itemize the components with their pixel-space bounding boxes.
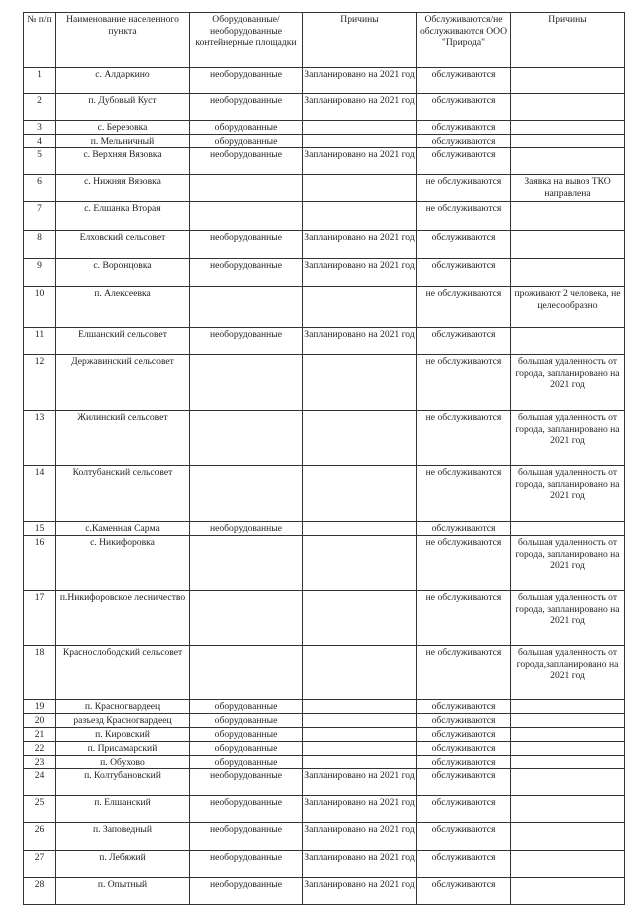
row-number: 2 [24, 94, 56, 121]
container-site-status: необорудованные [190, 878, 303, 905]
service-reason [511, 202, 625, 231]
reason [303, 202, 417, 231]
service-status: не обслуживаются [417, 202, 511, 231]
row-number: 25 [24, 796, 56, 823]
row-number: 18 [24, 646, 56, 700]
reason: Запланировано на 2021 год [303, 878, 417, 905]
container-site-status: оборудованные [190, 134, 303, 148]
reason: Запланировано на 2021 год [303, 68, 417, 94]
reason: Запланировано на 2021 год [303, 94, 417, 121]
service-reason: большая удаленность от города,запланировано на 2021 год [511, 646, 625, 700]
settlement-name: с. Верхняя Вязовка [56, 148, 190, 175]
table-row [24, 823, 625, 851]
reason: Запланировано на 2021 год [303, 796, 417, 823]
settlement-name: п. Мельничный [56, 134, 190, 148]
row-number: 26 [24, 823, 56, 851]
service-reason [511, 121, 625, 135]
settlement-name: с. Никифоровка [56, 536, 190, 591]
container-site-status: оборудованные [190, 714, 303, 728]
service-status: обслуживаются [417, 714, 511, 728]
container-site-status [190, 411, 303, 466]
service-reason [511, 769, 625, 796]
table-row [24, 769, 625, 796]
container-site-status: необорудованные [190, 231, 303, 259]
header-reasons-2: Причины [511, 13, 625, 68]
row-number: 28 [24, 878, 56, 905]
service-status: обслуживаются [417, 823, 511, 851]
settlement-name: п. Кировский [56, 728, 190, 742]
service-status: обслуживаются [417, 121, 511, 135]
table-row [24, 148, 625, 175]
container-site-status: необорудованные [190, 148, 303, 175]
row-number: 13 [24, 411, 56, 466]
table-row [24, 355, 625, 411]
container-site-status [190, 646, 303, 700]
service-reason: большая удаленность от города, запланировано на 2021 год [511, 536, 625, 591]
table-row [24, 121, 625, 135]
container-site-status [190, 175, 303, 202]
settlement-name: п.Никифоровское лесничество [56, 591, 190, 646]
table-row [24, 536, 625, 591]
reason [303, 175, 417, 202]
container-site-status: необорудованные [190, 328, 303, 355]
row-number: 3 [24, 121, 56, 135]
reason [303, 466, 417, 522]
service-status: не обслуживаются [417, 411, 511, 466]
row-number: 5 [24, 148, 56, 175]
table-row [24, 591, 625, 646]
reason: Запланировано на 2021 год [303, 328, 417, 355]
container-site-status [190, 202, 303, 231]
row-number: 9 [24, 259, 56, 287]
service-status: не обслуживаются [417, 175, 511, 202]
row-number: 20 [24, 714, 56, 728]
service-reason [511, 728, 625, 742]
reason: Запланировано на 2021 год [303, 231, 417, 259]
service-reason [511, 134, 625, 148]
settlement-name: с.Каменная Сарма [56, 522, 190, 536]
service-reason: проживают 2 человека, не целесообразно [511, 287, 625, 328]
container-site-status: оборудованные [190, 755, 303, 769]
service-status: не обслуживаются [417, 646, 511, 700]
settlement-name: п. Красногвардеец [56, 700, 190, 714]
settlement-name: п. Колтубановский [56, 769, 190, 796]
settlement-name: Державинский сельсовет [56, 355, 190, 411]
service-status: не обслуживаются [417, 466, 511, 522]
service-reason: Заявка на вывоз ТКО направлена [511, 175, 625, 202]
table-row [24, 700, 625, 714]
row-number: 27 [24, 851, 56, 878]
settlement-name: с. Елшанка Вторая [56, 202, 190, 231]
row-number: 12 [24, 355, 56, 411]
row-number: 14 [24, 466, 56, 522]
reason [303, 755, 417, 769]
container-site-status: необорудованные [190, 259, 303, 287]
reason [303, 591, 417, 646]
reason [303, 741, 417, 755]
service-status: обслуживаются [417, 741, 511, 755]
row-number: 11 [24, 328, 56, 355]
service-status: обслуживаются [417, 728, 511, 742]
settlement-name: Жилинский сельсовет [56, 411, 190, 466]
row-number: 1 [24, 68, 56, 94]
settlement-name: Краснослободский сельсовет [56, 646, 190, 700]
table-row [24, 94, 625, 121]
container-site-status: необорудованные [190, 796, 303, 823]
row-number: 10 [24, 287, 56, 328]
table-row [24, 646, 625, 700]
service-reason: большая удаленность от города, запланировано на 2021 год [511, 411, 625, 466]
table-body [24, 68, 625, 905]
settlement-name: с. Нижняя Вязовка [56, 175, 190, 202]
container-site-status: необорудованные [190, 851, 303, 878]
service-reason: большая удаленность от города, запланировано на 2021 год [511, 355, 625, 411]
settlement-name: п. Елшанский [56, 796, 190, 823]
header-service-status: Обслуживаются/не обслуживаются ООО "Природа" [417, 13, 511, 68]
service-status: обслуживаются [417, 878, 511, 905]
table-row [24, 796, 625, 823]
table-row [24, 202, 625, 231]
service-reason [511, 714, 625, 728]
reason [303, 714, 417, 728]
table-row [24, 328, 625, 355]
service-reason [511, 94, 625, 121]
service-status: обслуживаются [417, 134, 511, 148]
settlement-name: с. Воронцовка [56, 259, 190, 287]
container-site-status: необорудованные [190, 522, 303, 536]
service-reason [511, 878, 625, 905]
service-status: не обслуживаются [417, 355, 511, 411]
container-site-status: необорудованные [190, 823, 303, 851]
container-site-status: необорудованные [190, 94, 303, 121]
container-site-status [190, 466, 303, 522]
service-status: обслуживаются [417, 94, 511, 121]
settlement-name: п. Лебяжий [56, 851, 190, 878]
header-number: № п/п [24, 13, 56, 68]
container-site-status: оборудованные [190, 741, 303, 755]
reason [303, 121, 417, 135]
container-site-status [190, 536, 303, 591]
service-reason [511, 851, 625, 878]
service-status: обслуживаются [417, 231, 511, 259]
service-status: обслуживаются [417, 148, 511, 175]
reason [303, 646, 417, 700]
header-reasons: Причины [303, 13, 417, 68]
reason [303, 522, 417, 536]
service-reason [511, 231, 625, 259]
table-row [24, 411, 625, 466]
settlement-name: п. Алексеевка [56, 287, 190, 328]
row-number: 24 [24, 769, 56, 796]
header-container-sites: Оборудованные/необорудованные контейнерные площадки [190, 13, 303, 68]
service-status: обслуживаются [417, 851, 511, 878]
reason: Запланировано на 2021 год [303, 823, 417, 851]
table-row [24, 878, 625, 905]
container-site-status: оборудованные [190, 121, 303, 135]
table-header-row [24, 13, 625, 68]
service-status: обслуживаются [417, 522, 511, 536]
service-reason: большая удаленность от города, запланировано на 2021 год [511, 591, 625, 646]
service-reason [511, 259, 625, 287]
reason: Запланировано на 2021 год [303, 259, 417, 287]
service-status: обслуживаются [417, 769, 511, 796]
row-number: 16 [24, 536, 56, 591]
settlements-table [23, 12, 625, 905]
settlement-name: п. Опытный [56, 878, 190, 905]
table-row [24, 68, 625, 94]
service-status: обслуживаются [417, 259, 511, 287]
settlement-name: разъезд Красногвардеец [56, 714, 190, 728]
row-number: 19 [24, 700, 56, 714]
settlement-name: п. Присамарский [56, 741, 190, 755]
table-row [24, 466, 625, 522]
reason [303, 355, 417, 411]
reason [303, 287, 417, 328]
service-status: не обслуживаются [417, 536, 511, 591]
reason [303, 700, 417, 714]
service-reason [511, 68, 625, 94]
settlement-name: Елшанский сельсовет [56, 328, 190, 355]
reason: Запланировано на 2021 год [303, 769, 417, 796]
container-site-status [190, 287, 303, 328]
table-row [24, 728, 625, 742]
row-number: 15 [24, 522, 56, 536]
service-reason [511, 741, 625, 755]
row-number: 17 [24, 591, 56, 646]
table-row [24, 522, 625, 536]
service-reason [511, 823, 625, 851]
settlement-name: п. Обухово [56, 755, 190, 769]
row-number: 7 [24, 202, 56, 231]
service-status: обслуживаются [417, 68, 511, 94]
table-row [24, 231, 625, 259]
table-row [24, 259, 625, 287]
service-reason [511, 148, 625, 175]
table-row [24, 175, 625, 202]
row-number: 6 [24, 175, 56, 202]
table-row [24, 851, 625, 878]
service-status: не обслуживаются [417, 591, 511, 646]
row-number: 21 [24, 728, 56, 742]
row-number: 4 [24, 134, 56, 148]
row-number: 8 [24, 231, 56, 259]
container-site-status: оборудованные [190, 728, 303, 742]
reason: Запланировано на 2021 год [303, 148, 417, 175]
container-site-status [190, 591, 303, 646]
reason [303, 728, 417, 742]
row-number: 23 [24, 755, 56, 769]
reason [303, 536, 417, 591]
container-site-status: оборудованные [190, 700, 303, 714]
table-row [24, 714, 625, 728]
service-status: обслуживаются [417, 755, 511, 769]
service-status: обслуживаются [417, 700, 511, 714]
reason [303, 411, 417, 466]
settlement-name: Елховский сельсовет [56, 231, 190, 259]
table-row [24, 287, 625, 328]
service-reason: большая удаленность от города, запланировано на 2021 год [511, 466, 625, 522]
container-site-status: необорудованные [190, 769, 303, 796]
row-number: 22 [24, 741, 56, 755]
container-site-status: необорудованные [190, 68, 303, 94]
service-reason [511, 755, 625, 769]
table-row [24, 134, 625, 148]
header-settlement-name: Наименование населенного пункта [56, 13, 190, 68]
service-reason [511, 328, 625, 355]
settlement-name: с. Алдаркино [56, 68, 190, 94]
service-status: обслуживаются [417, 328, 511, 355]
reason [303, 134, 417, 148]
service-reason [511, 796, 625, 823]
service-status: не обслуживаются [417, 287, 511, 328]
settlement-name: Колтубанский сельсовет [56, 466, 190, 522]
service-status: обслуживаются [417, 796, 511, 823]
settlement-name: п. Дубовый Куст [56, 94, 190, 121]
container-site-status [190, 355, 303, 411]
reason: Запланировано на 2021 год [303, 851, 417, 878]
settlement-name: с. Березовка [56, 121, 190, 135]
settlement-name: п. Заповедный [56, 823, 190, 851]
service-reason [511, 700, 625, 714]
table-row [24, 741, 625, 755]
service-reason [511, 522, 625, 536]
table-row [24, 755, 625, 769]
